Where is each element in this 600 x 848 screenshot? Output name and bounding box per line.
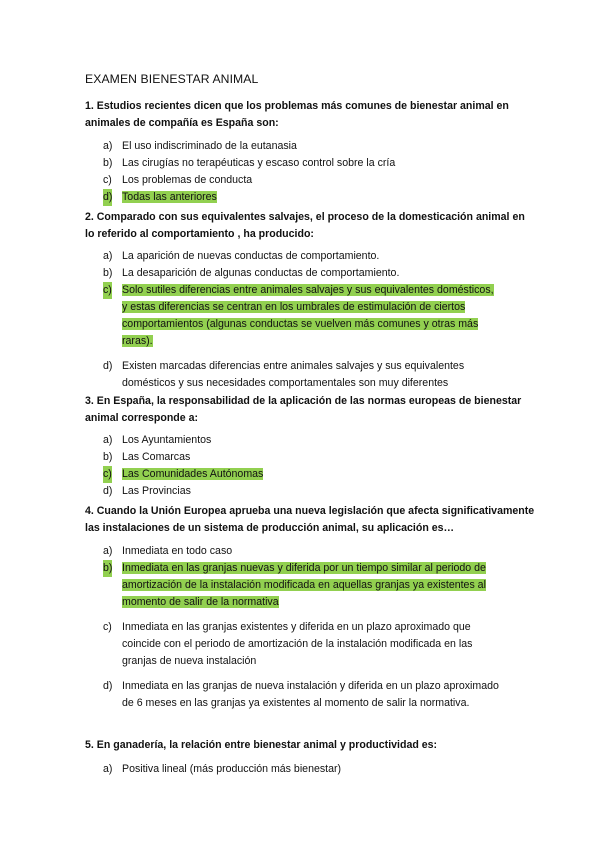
option-5a — [103, 761, 523, 778]
option-letter: a) — [103, 140, 113, 152]
exam-title: EXAMEN BIENESTAR ANIMAL — [85, 72, 259, 86]
option-text: Los problemas de conducta — [122, 174, 253, 186]
question-3-options — [103, 432, 523, 500]
option-4c — [103, 619, 523, 670]
option-text: La aparición de nuevas conductas de comportamiento. — [122, 250, 380, 262]
option-4b-correct — [103, 560, 523, 611]
option-text: Existen marcadas diferencias entre animales salvajes y sus equivalentes domésticos y sus necesidades comportamentales son muy diferentes — [122, 360, 465, 389]
option-letter: d) — [103, 189, 112, 206]
option-text: Las cirugías no terapéuticas y escaso control sobre la cría — [122, 157, 396, 169]
option-text: Positiva lineal (más producción más bienestar) — [122, 763, 342, 775]
option-2d — [103, 358, 523, 392]
option-1a — [103, 138, 523, 155]
option-letter: b) — [103, 267, 113, 279]
option-text-highlighted: Todas las anteriores — [122, 191, 217, 203]
option-text: La desaparición de algunas conductas de comportamiento. — [122, 267, 400, 279]
option-letter: a) — [103, 545, 113, 557]
option-2b — [103, 265, 523, 282]
option-text: El uso indiscriminado de la eutanasia — [122, 140, 297, 152]
question-3: 3. En España, la responsabilidad de la aplicación de las normas europeas de bienestar animal corresponde a: — [85, 395, 522, 424]
option-letter: d) — [103, 485, 113, 497]
option-3a — [103, 432, 523, 449]
option-3d — [103, 483, 523, 500]
spacer — [103, 670, 523, 678]
option-text-highlighted: Inmediata en las granjas nuevas y diferida por un tiempo similar al periodo de amortización de la instalación modificada en aquellas granjas ya existentes al momento de salir de la normativa — [122, 562, 486, 608]
option-1c — [103, 172, 523, 189]
option-text: Inmediata en todo caso — [122, 545, 233, 557]
option-letter: d) — [103, 680, 113, 692]
question-5-options — [103, 761, 523, 778]
option-text: Las Comarcas — [122, 451, 191, 463]
option-letter: c) — [103, 174, 112, 186]
option-letter: c) — [103, 621, 112, 633]
question-1-options — [103, 138, 523, 206]
question-5: 5. En ganadería, la relación entre bienestar animal y productividad es: — [85, 739, 438, 751]
question-4: 4. Cuando la Unión Europea aprueba una nueva legislación que afecta significativamente las instalaciones de un sistema de producción animal, su aplicación es… — [85, 505, 535, 534]
option-text: Inmediata en las granjas existentes y diferida en un plazo aproximado que coincide con el periodo de amortización de la instalación modificada en las granjas de nueva instalación — [122, 621, 473, 667]
question-1: 1. Estudios recientes dicen que los problemas más comunes de bienestar animal en animales de compañía es España son: — [85, 100, 509, 129]
option-text-highlighted: Solo sutiles diferencias entre animales salvajes y sus equivalentes domésticos, y estas diferencias se centran en los umbrales de estimulación de ciertos comportamientos (algunas conductas se vuelven más comunes y otras más raras). — [122, 284, 494, 347]
option-text: Inmediata en las granjas de nueva instalación y diferida en un plazo aproximado de 6 meses en las granjas ya existentes al momento de salir la normativa. — [122, 680, 499, 709]
option-text-highlighted: Las Comunidades Autónomas — [122, 468, 264, 480]
question-2: 2. Comparado con sus equivalentes salvajes, el proceso de la domesticación animal en lo referido al comportamiento , ha producido: — [85, 211, 525, 240]
option-letter: a) — [103, 434, 113, 446]
option-3b — [103, 449, 523, 466]
spacer — [103, 611, 523, 619]
option-text: Las Provincias — [122, 485, 191, 497]
option-2c-correct — [103, 282, 523, 350]
question-2-options — [103, 248, 523, 392]
option-4d — [103, 678, 523, 712]
option-1d-correct — [103, 189, 523, 206]
option-letter: a) — [103, 250, 113, 262]
option-text: Los Ayuntamientos — [122, 434, 212, 446]
option-4a — [103, 543, 523, 560]
option-letter: b) — [103, 451, 113, 463]
option-letter: c) — [103, 282, 112, 299]
option-letter: c) — [103, 466, 112, 483]
option-letter: a) — [103, 763, 113, 775]
option-1b — [103, 155, 523, 172]
option-letter: d) — [103, 360, 113, 372]
option-3c-correct — [103, 466, 523, 483]
option-letter: b) — [103, 560, 112, 577]
spacer — [103, 350, 523, 358]
option-letter: b) — [103, 157, 113, 169]
question-4-options — [103, 543, 523, 712]
option-2a — [103, 248, 523, 265]
